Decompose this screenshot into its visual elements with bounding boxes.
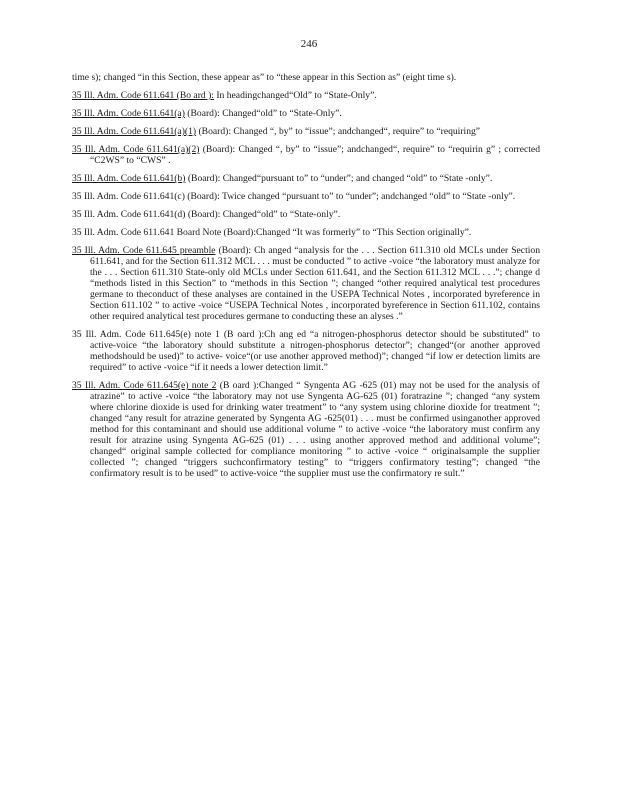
- entry-text: (Board): Changed “, by” to “issue”; andchanged“, require” to “requiring”: [198, 126, 481, 137]
- entry-text: 35 Ill. Adm. Code 611.641 Board Note (Board):Changed “It was formerly” to “This Section originally”.: [72, 227, 472, 238]
- entry-text: 35 Ill. Adm. Code 611.645(e) note 1 (B oard ):Ch ang ed “a nitrogen-phosphorus detector should be substituted” to active-voice “the laboratory should substitute a nitrogen-phosphorus detector”; changed“(or another approved methodshould be used)” to active- voice“(or use another approved method)”; changed “if low er detection limits are required” to active -voice “if it needs a lower detection limit.”: [72, 329, 540, 373]
- entry-citation: 35 Ill. Adm. Code 611.641 (Bo ard ):: [72, 90, 214, 101]
- entry-text: time s); changed “in this Section, these appear as” to “these appear in this Section as” (eight time s).: [72, 72, 457, 83]
- entry-text: 35 Ill. Adm. Code 611.641(d) (Board): Changed“old” to “State-only”.: [72, 209, 341, 220]
- entry-611-645-e-note-2: [72, 380, 540, 479]
- entry-611-641-a-1: [72, 126, 540, 137]
- entry-citation: 35 Ill. Adm. Code 611.641(a)(2): [72, 144, 200, 155]
- entry-text: In headingchanged“Old” to “State-Only”.: [216, 90, 377, 101]
- entry-611-645-preamble: [72, 245, 540, 322]
- entry-611-641-c: [72, 191, 540, 202]
- entry-citation: 35 Ill. Adm. Code 611.641(a)(1): [72, 126, 197, 137]
- entry-611-641-d: [72, 209, 540, 220]
- amendment-list: [72, 72, 540, 486]
- entry-611-641-a: [72, 108, 540, 119]
- entry-citation: 35 Ill. Adm. Code 611.645 preamble: [72, 245, 216, 256]
- entry-text: (B oard ):Changed “ Syngenta AG -625 (01) may not be used for the analysis of atrazine” to active -voice “the laboratory may not use Syngenta AG-625 (01) foratrazine ”; changed “any system where chlorine dioxide is used for drinking water treatment” to “any system using chlorine dioxide for treatment ”; changed “any result for atrazine generated by Syngenta AG -625(01) . . . must be confirmed usinganother approved method for this contaminant and should use additional volume ” to active -voice “the laboratory must confirm any result for atrazine using Syngenta AG-625 (01) . . . using another approved method and additional volume”; changed“ original sample collected for compliance monitoring ” to active -voice “ originalsample the supplier collected ”; changed “triggers suchconfirmatory testing” to “triggers confirmatory testing”; changed “the confirmatory result is to be used” to active-voice “the supplier must use the confirmatory re sult.”: [90, 380, 540, 479]
- entry-text: 35 Ill. Adm. Code 611.641(c) (Board): Twice changed “pursuant to” to “under”; andchanged “old” to “State -only”.: [72, 191, 516, 202]
- entry-text: (Board): Changed “, by” to “issue”; andchanged“, require” to “requirin g” ; corrected “C2WS” to “CWS” .: [90, 144, 540, 166]
- entry-611-641-a-2: [72, 144, 540, 166]
- entry-text: (Board): Ch anged “analysis for the . . . Section 611.310 old MCLs under Section 611.641, and for the Section 611.312 MCL . . . must be conducted ” to active -voice “the laboratory must analyze for the . . . Section 611.310 State-only old MCLs under Section 611.641, and the Section 611.312 MCL . . .”; change d “methods listed in this Section” to “methods in this Section ”; changed “other required analytical test procedures germane to theconduct of these analyses are contained in the USEPA Technical Notes , incorporated byreference in Section 611.102 ” to active -voice “USEPA Technical Notes , incorporated byreference in Section 611.102, contains other required analytical test procedures germane to conducting these an alyses .”: [90, 245, 540, 322]
- entry-citation: 35 Ill. Adm. Code 611.641(b): [72, 173, 186, 184]
- entry-continuation: [72, 72, 540, 83]
- entry-611-645-e-note-1: [72, 329, 540, 373]
- entry-citation: 35 Ill. Adm. Code 611.641(a): [72, 108, 185, 119]
- entry-611-641-board-note: [72, 227, 540, 238]
- entry-text: (Board): Changed“old” to “State-Only”.: [187, 108, 342, 119]
- entry-citation: 35 Ill. Adm. Code 611.645(e) note 2: [72, 380, 217, 391]
- entry-text: (Board): Changed“pursuant to” to “under”; and changed “old” to “State -only”.: [187, 173, 493, 184]
- page-number: 246: [300, 38, 318, 50]
- entry-611-641: [72, 90, 540, 101]
- entry-611-641-b: [72, 173, 540, 184]
